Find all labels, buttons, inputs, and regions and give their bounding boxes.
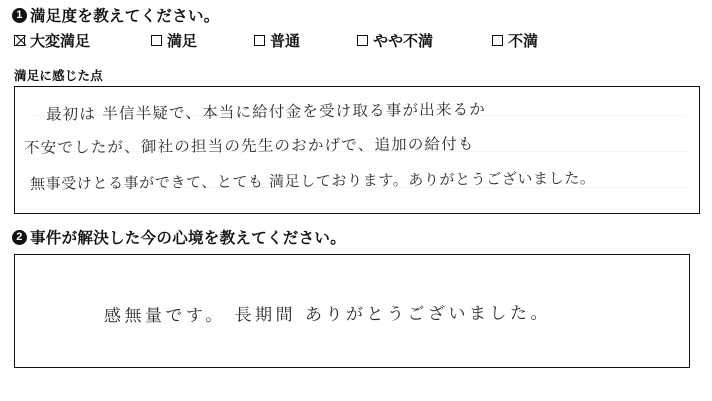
question-2-number: 2 xyxy=(12,230,27,245)
choice-label: 普通 xyxy=(270,33,301,50)
choice-label: 満足 xyxy=(167,33,198,50)
choice-label: 不満 xyxy=(508,33,539,50)
checkbox-icon[interactable] xyxy=(492,35,503,46)
handwritten-answer-line: 最初は 半信半疑で、本当に給付金を受け取る事が出来るか xyxy=(45,100,487,124)
question-2-heading xyxy=(12,226,346,248)
checkbox-icon[interactable] xyxy=(254,35,265,46)
checkbox-icon[interactable] xyxy=(357,35,368,46)
choice-daihen-manzoku[interactable] xyxy=(14,30,90,51)
question-1-number: 1 xyxy=(12,8,27,23)
question-1-text: 満足度を教えてください。 xyxy=(30,8,220,25)
handwritten-answer-line: 感無量です。 長期間 ありがとうございました。 xyxy=(103,303,552,327)
choice-yaya-fuman[interactable] xyxy=(357,30,433,51)
checkbox-icon[interactable] xyxy=(151,35,162,46)
choice-label: 大変満足 xyxy=(30,33,91,50)
choice-label: やや不満 xyxy=(373,33,434,50)
handwritten-answer-line: 無事受けとる事ができて、とても 満足しております。ありがとうございました。 xyxy=(29,169,596,193)
checkbox-checked-icon[interactable] xyxy=(14,35,25,46)
choice-futsuu[interactable] xyxy=(254,30,300,51)
handwritten-answer-line: 不安でしたが、御社の担当の先生のおかげで、追加の給付も xyxy=(23,135,475,157)
choice-fuman[interactable] xyxy=(492,30,538,51)
choice-manzoku[interactable] xyxy=(151,30,197,51)
question-1-heading xyxy=(12,4,220,26)
satisfaction-choice-row xyxy=(14,30,704,52)
question-2-text: 事件が解決した今の心境を教えてください。 xyxy=(30,230,347,247)
satisfaction-reason-label: 満足に感じた点 xyxy=(14,69,103,83)
